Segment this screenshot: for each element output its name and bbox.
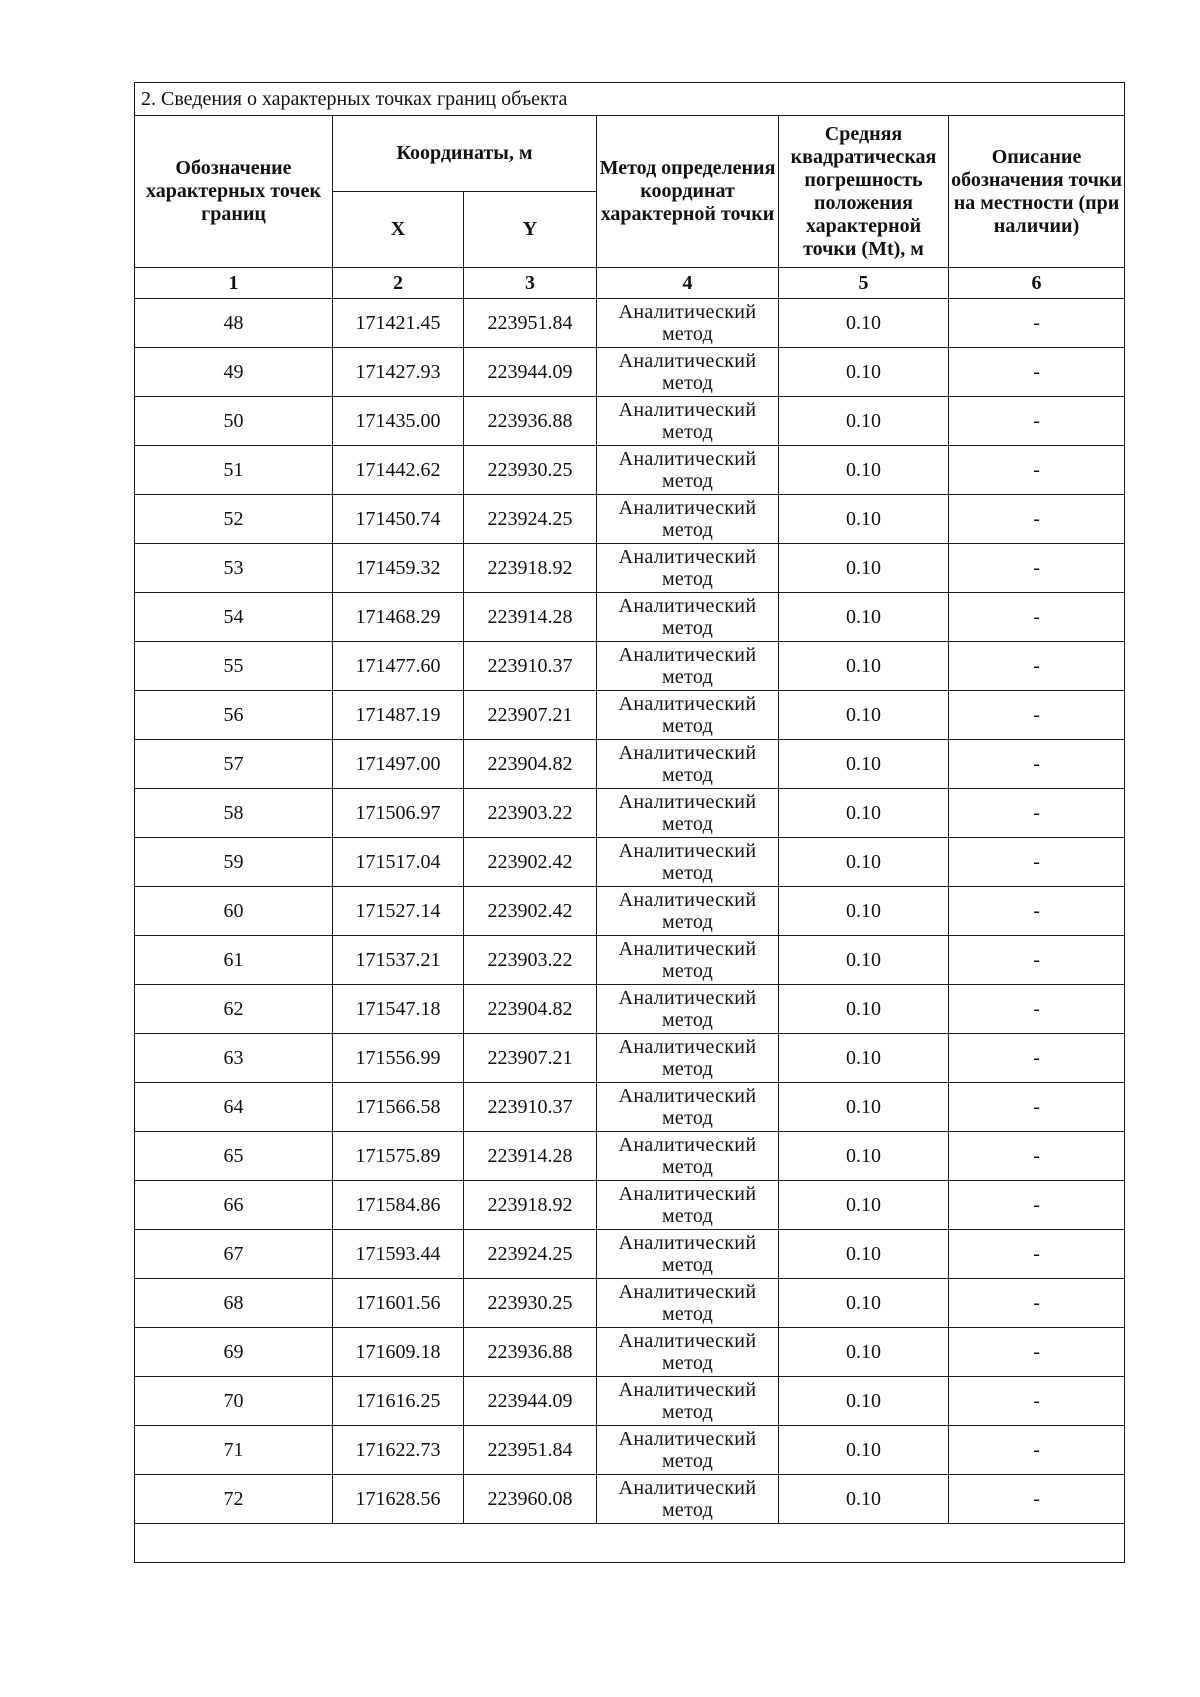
description-cell: - <box>949 642 1125 691</box>
x-coordinate-cell: 171616.25 <box>333 1377 464 1426</box>
method-cell: Аналитический метод <box>597 1230 779 1279</box>
error-cell: 0.10 <box>779 1034 949 1083</box>
method-cell: Аналитический метод <box>597 495 779 544</box>
point-cell: 48 <box>135 299 333 348</box>
point-cell: 67 <box>135 1230 333 1279</box>
table-row <box>135 1328 1125 1377</box>
table-row <box>135 838 1125 887</box>
description-cell: - <box>949 1426 1125 1475</box>
header-x: X <box>333 192 464 268</box>
description-cell: - <box>949 495 1125 544</box>
method-cell: Аналитический метод <box>597 1181 779 1230</box>
x-coordinate-cell: 171537.21 <box>333 936 464 985</box>
y-coordinate-cell: 223907.21 <box>464 691 597 740</box>
point-cell: 59 <box>135 838 333 887</box>
description-cell: - <box>949 299 1125 348</box>
point-cell: 57 <box>135 740 333 789</box>
y-coordinate-cell: 223903.22 <box>464 936 597 985</box>
description-cell: - <box>949 593 1125 642</box>
x-coordinate-cell: 171459.32 <box>333 544 464 593</box>
error-cell: 0.10 <box>779 593 949 642</box>
table-row <box>135 1034 1125 1083</box>
method-cell: Аналитический метод <box>597 740 779 789</box>
y-coordinate-cell: 223910.37 <box>464 642 597 691</box>
error-cell: 0.10 <box>779 1426 949 1475</box>
x-coordinate-cell: 171622.73 <box>333 1426 464 1475</box>
description-cell: - <box>949 985 1125 1034</box>
point-cell: 54 <box>135 593 333 642</box>
header-error: Средняя квадратическая погрешность положения характерной точки (Mt), м <box>779 116 949 268</box>
y-coordinate-cell: 223910.37 <box>464 1083 597 1132</box>
column-number: 6 <box>949 268 1125 299</box>
section-title: 2. Сведения о характерных точках границ объекта <box>135 83 1125 116</box>
table-row <box>135 1426 1125 1475</box>
y-coordinate-cell: 223918.92 <box>464 544 597 593</box>
x-coordinate-cell: 171442.62 <box>333 446 464 495</box>
x-coordinate-cell: 171497.00 <box>333 740 464 789</box>
header-method: Метод определения координат характерной точки <box>597 116 779 268</box>
point-cell: 72 <box>135 1475 333 1524</box>
x-coordinate-cell: 171435.00 <box>333 397 464 446</box>
empty-footer-cell <box>135 1524 1125 1563</box>
table-row <box>135 397 1125 446</box>
table-row <box>135 495 1125 544</box>
method-cell: Аналитический метод <box>597 1426 779 1475</box>
x-coordinate-cell: 171450.74 <box>333 495 464 544</box>
method-cell: Аналитический метод <box>597 887 779 936</box>
table-row <box>135 985 1125 1034</box>
header-description: Описание обозначения точки на местности (при наличии) <box>949 116 1125 268</box>
y-coordinate-cell: 223930.25 <box>464 1279 597 1328</box>
method-cell: Аналитический метод <box>597 1377 779 1426</box>
method-cell: Аналитический метод <box>597 1279 779 1328</box>
y-coordinate-cell: 223907.21 <box>464 1034 597 1083</box>
error-cell: 0.10 <box>779 348 949 397</box>
table-row <box>135 789 1125 838</box>
y-coordinate-cell: 223951.84 <box>464 299 597 348</box>
method-cell: Аналитический метод <box>597 1132 779 1181</box>
point-cell: 64 <box>135 1083 333 1132</box>
description-cell: - <box>949 1132 1125 1181</box>
description-cell: - <box>949 740 1125 789</box>
table-row <box>135 936 1125 985</box>
header-point-designation: Обозначение характерных точек границ <box>135 116 333 268</box>
table-row <box>135 348 1125 397</box>
table-row <box>135 740 1125 789</box>
x-coordinate-cell: 171477.60 <box>333 642 464 691</box>
table-row <box>135 1181 1125 1230</box>
boundary-points-table <box>134 82 1125 1563</box>
point-cell: 49 <box>135 348 333 397</box>
error-cell: 0.10 <box>779 1181 949 1230</box>
error-cell: 0.10 <box>779 299 949 348</box>
table-row <box>135 1377 1125 1426</box>
y-coordinate-cell: 223944.09 <box>464 1377 597 1426</box>
point-cell: 53 <box>135 544 333 593</box>
x-coordinate-cell: 171601.56 <box>333 1279 464 1328</box>
description-cell: - <box>949 887 1125 936</box>
y-coordinate-cell: 223914.28 <box>464 1132 597 1181</box>
description-cell: - <box>949 1083 1125 1132</box>
y-coordinate-cell: 223960.08 <box>464 1475 597 1524</box>
error-cell: 0.10 <box>779 642 949 691</box>
description-cell: - <box>949 936 1125 985</box>
table-row <box>135 887 1125 936</box>
y-coordinate-cell: 223902.42 <box>464 838 597 887</box>
point-cell: 60 <box>135 887 333 936</box>
method-cell: Аналитический метод <box>597 299 779 348</box>
y-coordinate-cell: 223936.88 <box>464 397 597 446</box>
description-cell: - <box>949 1034 1125 1083</box>
description-cell: - <box>949 1377 1125 1426</box>
x-coordinate-cell: 171487.19 <box>333 691 464 740</box>
point-cell: 50 <box>135 397 333 446</box>
point-cell: 58 <box>135 789 333 838</box>
table-row <box>135 299 1125 348</box>
description-cell: - <box>949 544 1125 593</box>
table-row <box>135 1279 1125 1328</box>
y-coordinate-cell: 223914.28 <box>464 593 597 642</box>
point-cell: 56 <box>135 691 333 740</box>
point-cell: 51 <box>135 446 333 495</box>
method-cell: Аналитический метод <box>597 936 779 985</box>
point-cell: 55 <box>135 642 333 691</box>
x-coordinate-cell: 171517.04 <box>333 838 464 887</box>
error-cell: 0.10 <box>779 1377 949 1426</box>
description-cell: - <box>949 1328 1125 1377</box>
method-cell: Аналитический метод <box>597 1083 779 1132</box>
x-coordinate-cell: 171593.44 <box>333 1230 464 1279</box>
point-cell: 68 <box>135 1279 333 1328</box>
description-cell: - <box>949 1230 1125 1279</box>
error-cell: 0.10 <box>779 1230 949 1279</box>
error-cell: 0.10 <box>779 1475 949 1524</box>
error-cell: 0.10 <box>779 446 949 495</box>
y-coordinate-cell: 223944.09 <box>464 348 597 397</box>
point-cell: 65 <box>135 1132 333 1181</box>
method-cell: Аналитический метод <box>597 446 779 495</box>
y-coordinate-cell: 223904.82 <box>464 740 597 789</box>
y-coordinate-cell: 223936.88 <box>464 1328 597 1377</box>
method-cell: Аналитический метод <box>597 789 779 838</box>
method-cell: Аналитический метод <box>597 642 779 691</box>
x-coordinate-cell: 171584.86 <box>333 1181 464 1230</box>
header-coordinates: Координаты, м <box>333 116 597 192</box>
point-cell: 62 <box>135 985 333 1034</box>
error-cell: 0.10 <box>779 397 949 446</box>
y-coordinate-cell: 223924.25 <box>464 495 597 544</box>
method-cell: Аналитический метод <box>597 544 779 593</box>
y-coordinate-cell: 223924.25 <box>464 1230 597 1279</box>
point-cell: 66 <box>135 1181 333 1230</box>
column-number: 4 <box>597 268 779 299</box>
method-cell: Аналитический метод <box>597 985 779 1034</box>
description-cell: - <box>949 348 1125 397</box>
x-coordinate-cell: 171556.99 <box>333 1034 464 1083</box>
error-cell: 0.10 <box>779 936 949 985</box>
table-row <box>135 593 1125 642</box>
error-cell: 0.10 <box>779 740 949 789</box>
x-coordinate-cell: 171628.56 <box>333 1475 464 1524</box>
column-number: 1 <box>135 268 333 299</box>
x-coordinate-cell: 171427.93 <box>333 348 464 397</box>
point-cell: 61 <box>135 936 333 985</box>
y-coordinate-cell: 223951.84 <box>464 1426 597 1475</box>
table-row <box>135 544 1125 593</box>
description-cell: - <box>949 1181 1125 1230</box>
point-cell: 70 <box>135 1377 333 1426</box>
error-cell: 0.10 <box>779 495 949 544</box>
table-row <box>135 1230 1125 1279</box>
method-cell: Аналитический метод <box>597 1328 779 1377</box>
x-coordinate-cell: 171575.89 <box>333 1132 464 1181</box>
table-row <box>135 642 1125 691</box>
description-cell: - <box>949 789 1125 838</box>
y-coordinate-cell: 223903.22 <box>464 789 597 838</box>
x-coordinate-cell: 171468.29 <box>333 593 464 642</box>
error-cell: 0.10 <box>779 985 949 1034</box>
error-cell: 0.10 <box>779 789 949 838</box>
column-number: 5 <box>779 268 949 299</box>
error-cell: 0.10 <box>779 691 949 740</box>
table-row <box>135 446 1125 495</box>
error-cell: 0.10 <box>779 1132 949 1181</box>
y-coordinate-cell: 223930.25 <box>464 446 597 495</box>
method-cell: Аналитический метод <box>597 397 779 446</box>
method-cell: Аналитический метод <box>597 348 779 397</box>
method-cell: Аналитический метод <box>597 691 779 740</box>
header-y: Y <box>464 192 597 268</box>
x-coordinate-cell: 171609.18 <box>333 1328 464 1377</box>
table-row <box>135 691 1125 740</box>
x-coordinate-cell: 171421.45 <box>333 299 464 348</box>
description-cell: - <box>949 691 1125 740</box>
method-cell: Аналитический метод <box>597 593 779 642</box>
point-cell: 63 <box>135 1034 333 1083</box>
x-coordinate-cell: 171547.18 <box>333 985 464 1034</box>
x-coordinate-cell: 171506.97 <box>333 789 464 838</box>
table-body <box>135 299 1125 1524</box>
x-coordinate-cell: 171566.58 <box>333 1083 464 1132</box>
error-cell: 0.10 <box>779 1328 949 1377</box>
error-cell: 0.10 <box>779 1279 949 1328</box>
x-coordinate-cell: 171527.14 <box>333 887 464 936</box>
description-cell: - <box>949 1279 1125 1328</box>
error-cell: 0.10 <box>779 1083 949 1132</box>
point-cell: 69 <box>135 1328 333 1377</box>
y-coordinate-cell: 223902.42 <box>464 887 597 936</box>
description-cell: - <box>949 1475 1125 1524</box>
description-cell: - <box>949 838 1125 887</box>
table-footer-row <box>135 1524 1125 1563</box>
point-cell: 52 <box>135 495 333 544</box>
column-number: 2 <box>333 268 464 299</box>
error-cell: 0.10 <box>779 887 949 936</box>
table-row <box>135 1132 1125 1181</box>
table-row <box>135 1475 1125 1524</box>
method-cell: Аналитический метод <box>597 1475 779 1524</box>
y-coordinate-cell: 223918.92 <box>464 1181 597 1230</box>
method-cell: Аналитический метод <box>597 838 779 887</box>
y-coordinate-cell: 223904.82 <box>464 985 597 1034</box>
table-row <box>135 1083 1125 1132</box>
error-cell: 0.10 <box>779 544 949 593</box>
column-numbers-row <box>135 268 1125 299</box>
column-number: 3 <box>464 268 597 299</box>
method-cell: Аналитический метод <box>597 1034 779 1083</box>
point-cell: 71 <box>135 1426 333 1475</box>
description-cell: - <box>949 397 1125 446</box>
description-cell: - <box>949 446 1125 495</box>
error-cell: 0.10 <box>779 838 949 887</box>
